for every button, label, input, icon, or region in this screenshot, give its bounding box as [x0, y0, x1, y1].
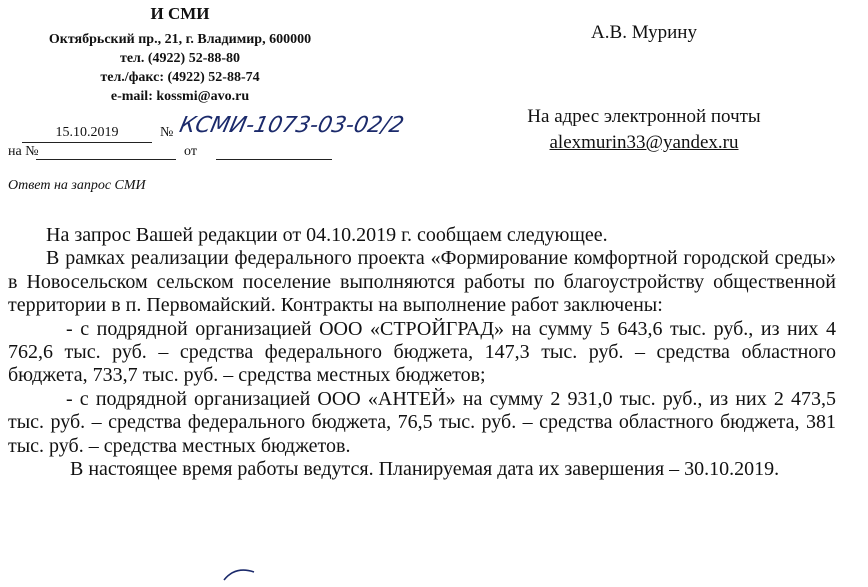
recipient-address-label: На адрес электронной почты [527, 106, 761, 127]
recipient-email: alexmurin33@yandex.ru [549, 132, 739, 153]
body-paragraph-2: В рамках реализации федерального проекта «Формирование комфортной городской среды» в Новосельском сельском поселение выполняются работы по благоустройству общественной территории в п. Первомайский. Контракты на выполнение работ заключены: [8, 247, 836, 317]
signature-icon [220, 566, 280, 582]
recipient-name: А.В. Мурину [591, 22, 697, 43]
sender-email: e-mail: kossmi@avo.ru [110, 89, 250, 104]
handwritten-number-text: КСМИ-1073-03-02/2 [177, 112, 407, 138]
registration-number [177, 106, 407, 146]
subject-line: Ответ на запрос СМИ [8, 178, 146, 193]
body-paragraph-5: В настоящее время работы ведутся. Планируемая дата их завершения – 30.10.2019. [70, 458, 780, 481]
letter-body [8, 224, 836, 481]
sender-phone: тел. (4922) 52-88-80 [119, 51, 241, 66]
handwritten-number-icon [177, 106, 407, 146]
sender-fax: тел./факс: (4922) 52-88-74 [100, 70, 260, 85]
registration-from-blank [216, 143, 332, 160]
registration-number-label: № [160, 125, 174, 140]
registration-ref-label: на № [8, 144, 39, 159]
signature-stroke [220, 566, 280, 587]
registration-ref-blank [36, 143, 176, 160]
sender-address: Октябрьский пр., 21, г. Владимир, 600000 [48, 32, 312, 47]
registration-from-label: от [184, 144, 197, 159]
body-paragraph-3: - с подрядной организацией ООО «СТРОЙГРАД» на сумму 5 643,6 тыс. руб., из них 4 762,6 тыс. руб. – средства федерального бюджета, 147,3 тыс. руб. – средства областного бюджета, 733,7 тыс. руб. – средства местных бюджетов; [8, 317, 836, 387]
registration-date: 15.10.2019 [22, 124, 152, 143]
body-paragraph-1: На запрос Вашей редакции от 04.10.2019 г. сообщаем следующее. [46, 224, 608, 246]
body-paragraph-4: - с подрядной организацией ООО «АНТЕЙ» на сумму 2 931,0 тыс. руб., из них 2 473,5 тыс. руб. – средства федерального бюджета, 76,5 тыс. руб. – средства областного бюджета, 381 тыс. руб. – средства местных бюджетов. [8, 387, 836, 457]
sender-org-name: И СМИ [150, 4, 210, 23]
